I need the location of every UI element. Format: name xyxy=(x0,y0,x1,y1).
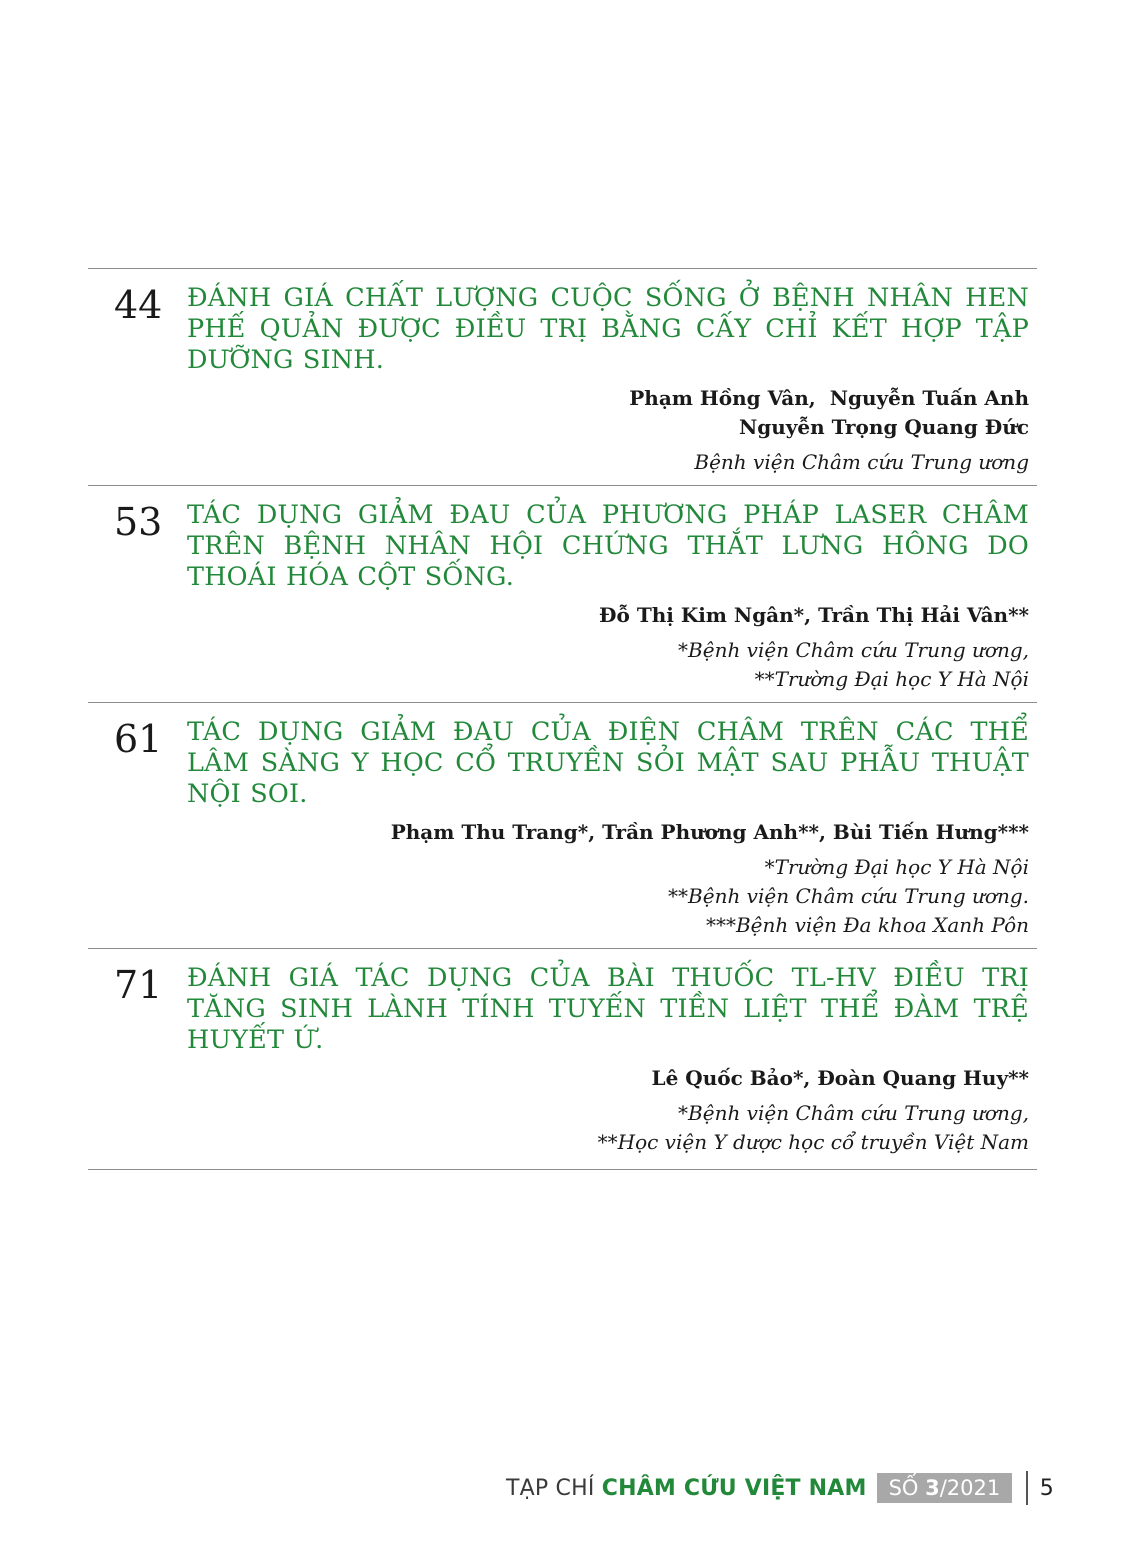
affiliation-line: **Trường Đại học Y Hà Nội xyxy=(754,667,1029,691)
issue-year: /2021 xyxy=(939,1476,1001,1500)
issue-badge xyxy=(877,1473,1013,1503)
article-title[interactable]: ĐÁNH GIÁ CHẤT LƯỢNG CUỘC SỐNG Ở BỆNH NHÂN HEN PHẾ QUẢN ĐƯỢC ĐIỀU TRỊ BẰNG CẤY CHỈ KẾT HỢP TẬP DƯỠNG SINH. xyxy=(187,283,1029,375)
article-affiliations xyxy=(187,1099,1029,1157)
page-number: 5 xyxy=(1039,1475,1054,1501)
affiliation-line: **Bệnh viện Châm cứu Trung ương. xyxy=(668,884,1029,908)
author-line: Phạm Hồng Vân, Nguyễn Tuấn Anh xyxy=(629,386,1029,410)
toc-page-number: 71 xyxy=(114,963,163,1007)
journal-name: CHÂM CỨU VIỆT NAM xyxy=(601,1475,867,1501)
author-line: Đỗ Thị Kim Ngân*, Trần Thị Hải Vân** xyxy=(599,603,1029,627)
article-affiliations xyxy=(187,448,1029,477)
journal-title xyxy=(506,1476,867,1501)
author-line: Nguyễn Trọng Quang Đức xyxy=(738,415,1029,439)
affiliation-line: ***Bệnh viện Đa khoa Xanh Pôn xyxy=(705,913,1029,937)
article-affiliations xyxy=(187,853,1029,940)
affiliation-line: **Học viện Y dược học cổ truyền Việt Nam xyxy=(597,1130,1029,1154)
table-of-contents xyxy=(88,268,1037,1170)
article-authors xyxy=(187,601,1029,630)
affiliation-line: *Trường Đại học Y Hà Nội xyxy=(764,855,1029,879)
article-authors xyxy=(187,1064,1029,1093)
author-line: Lê Quốc Bảo*, Đoàn Quang Huy** xyxy=(651,1066,1029,1090)
toc-page-number: 53 xyxy=(114,500,163,544)
toc-entry xyxy=(88,485,1037,702)
toc-entry xyxy=(88,948,1037,1170)
affiliation-line: Bệnh viện Châm cứu Trung ương xyxy=(694,450,1029,474)
issue-label: SỐ xyxy=(888,1476,926,1500)
article-title[interactable]: TÁC DỤNG GIẢM ĐAU CỦA ĐIỆN CHÂM TRÊN CÁC THỂ LÂM SÀNG Y HỌC CỔ TRUYỀN SỎI MẬT SAU PHẪU THUẬT NỘI SOI. xyxy=(187,717,1029,809)
page-footer xyxy=(506,1473,1054,1503)
toc-page-number: 44 xyxy=(114,283,163,327)
article-title[interactable]: ĐÁNH GIÁ TÁC DỤNG CỦA BÀI THUỐC TL-HV ĐIỀU TRỊ TĂNG SINH LÀNH TÍNH TUYẾN TIỀN LIỆT THỂ ĐÀM TRỆ HUYẾT Ứ. xyxy=(187,963,1029,1055)
footer-divider xyxy=(1026,1471,1028,1505)
toc-entry xyxy=(88,268,1037,485)
toc-entry xyxy=(88,702,1037,948)
toc-page-number: 61 xyxy=(114,717,163,761)
affiliation-line: *Bệnh viện Châm cứu Trung ương, xyxy=(678,1101,1029,1125)
article-authors xyxy=(187,384,1029,442)
article-authors xyxy=(187,818,1029,847)
author-line: Phạm Thu Trang*, Trần Phương Anh**, Bùi Tiến Hưng*** xyxy=(390,820,1029,844)
journal-prefix: TẠP CHÍ xyxy=(506,1475,602,1501)
article-affiliations xyxy=(187,636,1029,694)
article-title[interactable]: TÁC DỤNG GIẢM ĐAU CỦA PHƯƠNG PHÁP LASER CHÂM TRÊN BỆNH NHÂN HỘI CHỨNG THẮT LƯNG HÔNG DO THOÁI HÓA CỘT SỐNG. xyxy=(187,500,1029,592)
issue-number: 3 xyxy=(925,1476,940,1500)
affiliation-line: *Bệnh viện Châm cứu Trung ương, xyxy=(678,638,1029,662)
